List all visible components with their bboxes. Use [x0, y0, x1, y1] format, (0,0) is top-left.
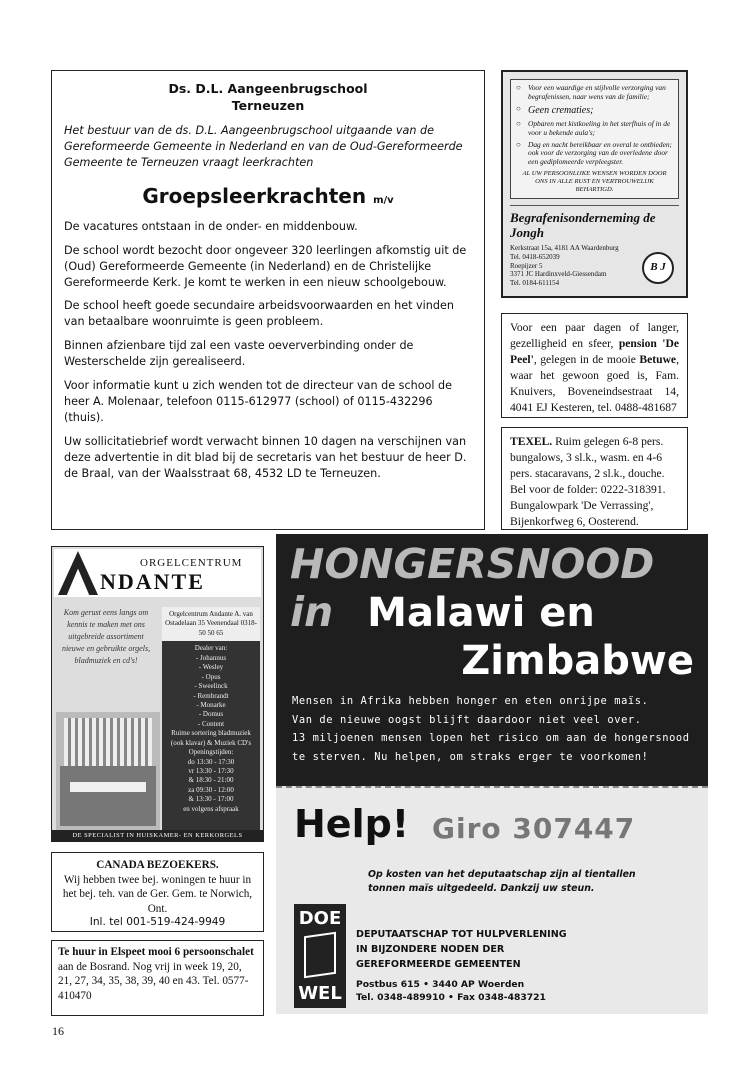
peel-text: Voor een paar dagen of langer, gezelligheid en sfeer,	[510, 321, 679, 350]
deputaatschap-name: DEPUTAATSCHAP TOT HULPVERLENING IN BIJZONDERE NODEN DER GEREFORMEERDE GEMEENTEN	[356, 929, 567, 970]
funeral-tel: Tel. 0418-652039	[510, 252, 560, 261]
peel-name: pension 'De Peel'	[510, 336, 679, 366]
school-name: Ds. D.L. Aangeenbrugschool	[168, 81, 368, 96]
organ-info-line: & 13:30 - 17:00	[188, 795, 234, 804]
peel-region: Betuwe	[639, 352, 677, 366]
funeral-item: ○ Voor een waardige en stijlvolle verzorging van begrafenissen, naar wens van de familie;	[516, 84, 673, 102]
andante-a-icon	[58, 551, 98, 595]
canada-tel: Inl. tel 001-519-424-9949	[89, 916, 226, 929]
organ-info-line: vr 13:30 - 17:30	[188, 767, 234, 775]
funeral-caps: AL UW PERSOONLIJKE WENSEN WORDEN DOOR ONS IN ALLE RUST EN VERTROUWELIJK BEHARTIGD.	[522, 170, 667, 193]
honger-country2: Zimbabwe	[461, 638, 694, 684]
page-number: 16	[52, 1024, 64, 1038]
canada-ad	[51, 852, 264, 932]
funeral-tel: Tel. 0184-611154	[510, 279, 560, 288]
help-headline: Help!	[294, 802, 410, 846]
organ-info-line: & 18:30 - 21:00	[188, 776, 234, 785]
school-city: Terneuzen	[231, 97, 305, 113]
organ-info-line: - Content	[197, 719, 225, 728]
school-paragraph: Uw sollicitatiebrief wordt verwacht binnen 10 dagen na verschijnen van deze advertentie in dit blad bij de secretaris van het bestuur de heer D. de Braal, van der Waalsstraat 68, 4532 LD te Terneuzen.	[64, 434, 467, 480]
school-paragraph: De school wordt bezocht door ongeveer 320 leerlingen afkomstig uit de (Oud) Gereformeerde Gemeente (in Nederland) en de Christelijke Gereformeerde Kerk. Je komt te werken in een nieuw schoolgebouw.	[64, 243, 467, 289]
logo-top-text: ORGELCENTRUM	[140, 557, 243, 569]
school-intro: Het bestuur van de ds. D.L. Aangeenbrugschool uitgaande van de Gereformeerde Gemeente in Nederland en van de Oud-Gereformeerde Gemeente te Terneuzen vraagt leerkrachten	[64, 123, 463, 169]
school-paragraph: De vacatures ontstaan in de onder- en middenbouw.	[64, 219, 358, 233]
elspeet-text: aan de Bosrand. Nog vrij in week 19, 20, 21, 27, 34, 35, 38, 39, 40 en 43. Tel. 0577-410470	[58, 960, 249, 1002]
honger-country1: Malawi en	[367, 590, 595, 636]
organ-info-line: - Johannus	[195, 653, 227, 662]
hongersnood-ad	[276, 534, 708, 786]
organ-icon	[56, 712, 160, 830]
funeral-address-line: 3371 JC Hardinxveld-Giessendam	[510, 270, 607, 279]
logo-name-text: NDANTE	[100, 569, 205, 594]
doe-wel-logo: DOE WEL	[294, 904, 346, 1008]
funeral-item: ○ Dag en nacht bereikbaar en overal te ontbieden; ook voor de verzorging van de overledene door een gediplomeerde verpleegster.	[516, 141, 673, 168]
organ-info-line: Openingstijden:	[188, 748, 234, 757]
help-italic: Op kosten van het deputaatschap zijn al tientallen tonnen maïs uitgedeeld. Dankzij uw steun.	[368, 869, 636, 895]
texel-address: Bijenkorfweg 6, Oosterend.	[510, 514, 639, 528]
texel-park: Bungalowpark 'De Verrassing',	[510, 498, 654, 512]
organ-info-line: - Rembrandt	[193, 691, 229, 700]
funeral-address-line: Kerkstraat 15a, 4181 AA Waardenburg	[510, 244, 619, 253]
school-vacancy-ad	[51, 70, 485, 530]
organ-info-line: do 13:30 - 17:30	[187, 757, 235, 766]
help-donation-panel	[276, 786, 708, 1014]
pension-peel-ad	[501, 313, 688, 418]
orgelcentrum-ad	[51, 546, 264, 842]
organ-slogan: DE SPECIALIST IN HUISKAMER- EN KERKORGELS	[52, 830, 263, 841]
vacancy-gender: m/v	[373, 195, 394, 207]
school-paragraph: Voor informatie kunt u zich wenden tot de directeur van de school de heer A. Molenaar, telefoon 0115-612977 (school) of 0115-432296 (thuis).	[64, 379, 453, 424]
peel-text: , waar het gewoon goed is, Fam. Knuivers, Boveneindsestraat 14, 4041 EJ Kesteren, tel. 0488-481687	[510, 352, 679, 414]
book-icon	[304, 932, 336, 978]
funeral-item: ○ Opbaren met kistkoeling in het sterfhuis of in de voor u bekende aula's;	[516, 120, 673, 138]
organ-info-line: - Sweelinck	[194, 682, 228, 691]
texel-ad	[501, 427, 688, 530]
texel-text: Ruim gelegen 6-8 pers. bungalows, 3 sl.k., wasm. en 4-6 pers. stacaravans, 2 sl.k., douche. Bel voor de folder: 0222-318391.	[510, 435, 666, 496]
organ-info-line: en volgens afspraak	[183, 804, 239, 813]
organ-info-line: - Domus	[198, 710, 224, 719]
texel-title: TEXEL.	[510, 435, 553, 448]
deputaatschap-address: Postbus 615 • 3440 AP Woerden Tel. 0348-489910 • Fax 0348-483721	[356, 979, 546, 1004]
andante-logo	[54, 549, 261, 597]
organ-info	[162, 607, 260, 831]
funeral-brand: Begrafenisonderneming de Jongh	[510, 205, 679, 241]
organ-info-line: - Monarke	[196, 700, 226, 709]
organ-info-line: - Wesley	[198, 663, 224, 672]
canada-text: Wij hebben twee bej. woningen te huur in het bej. teh. van de Ger. Gem. te Norwich, Ont.	[62, 873, 253, 915]
school-paragraph: Binnen afzienbare tijd zal een vaste oeververbinding onder de Westerschelde zijn gerealiseerd.	[64, 339, 414, 369]
giro-number: Giro 307447	[432, 812, 636, 845]
elspeet-title: Te huur in Elspeet mooi 6 persoonschalet	[58, 946, 254, 958]
funeral-item: ○ Geen crematies;	[516, 105, 673, 117]
funeral-services	[510, 79, 679, 199]
funeral-monogram: B J	[642, 252, 674, 284]
organ-info-line: za 09:30 - 12:00	[188, 785, 234, 794]
peel-text: , gelegen in de mooie	[533, 352, 636, 366]
elspeet-ad	[51, 940, 264, 1016]
funeral-ad	[501, 70, 688, 298]
honger-headline: HONGERSNOOD in	[290, 540, 655, 636]
organ-info-line: - Opus	[201, 672, 221, 681]
organ-address: Orgelcentrum Andante A. van Ostadelaan 35 Veenendaal 0318-50 50 65	[162, 607, 260, 641]
vacancy-title: Groepsleerkrachten	[142, 184, 367, 209]
organ-invite: Kom gerust eens langs om kennis te maken met ons uitgebreide assortiment nieuwe en gebruikte orgels, bladmuziek en cd's!	[61, 608, 151, 665]
organ-info-line: Ruime sortering bladmuziek (ook klavar) & Muziek CD's	[170, 729, 252, 747]
school-paragraph: De school heeft goede secundaire arbeidsvoorwaarden en het vinden van betaalbare woonruimte is geen probleem.	[64, 299, 454, 329]
organ-lines	[164, 644, 258, 814]
canada-title: CANADA BEZOEKERS.	[96, 859, 219, 871]
vacancy-heading	[64, 182, 472, 210]
honger-body: Mensen in Afrika hebben honger en eten onrijpe maïs. Van de nieuwe oogst blijft daardoor niet veel over. 13 miljoenen mensen lopen het risico om aan de hongersnood te sterven. Nu helpen, om straks erger te voorkomen!	[292, 695, 690, 763]
funeral-address-line: Roepijzer 5	[510, 261, 543, 270]
organ-info-line: Dealer van:	[194, 644, 228, 653]
